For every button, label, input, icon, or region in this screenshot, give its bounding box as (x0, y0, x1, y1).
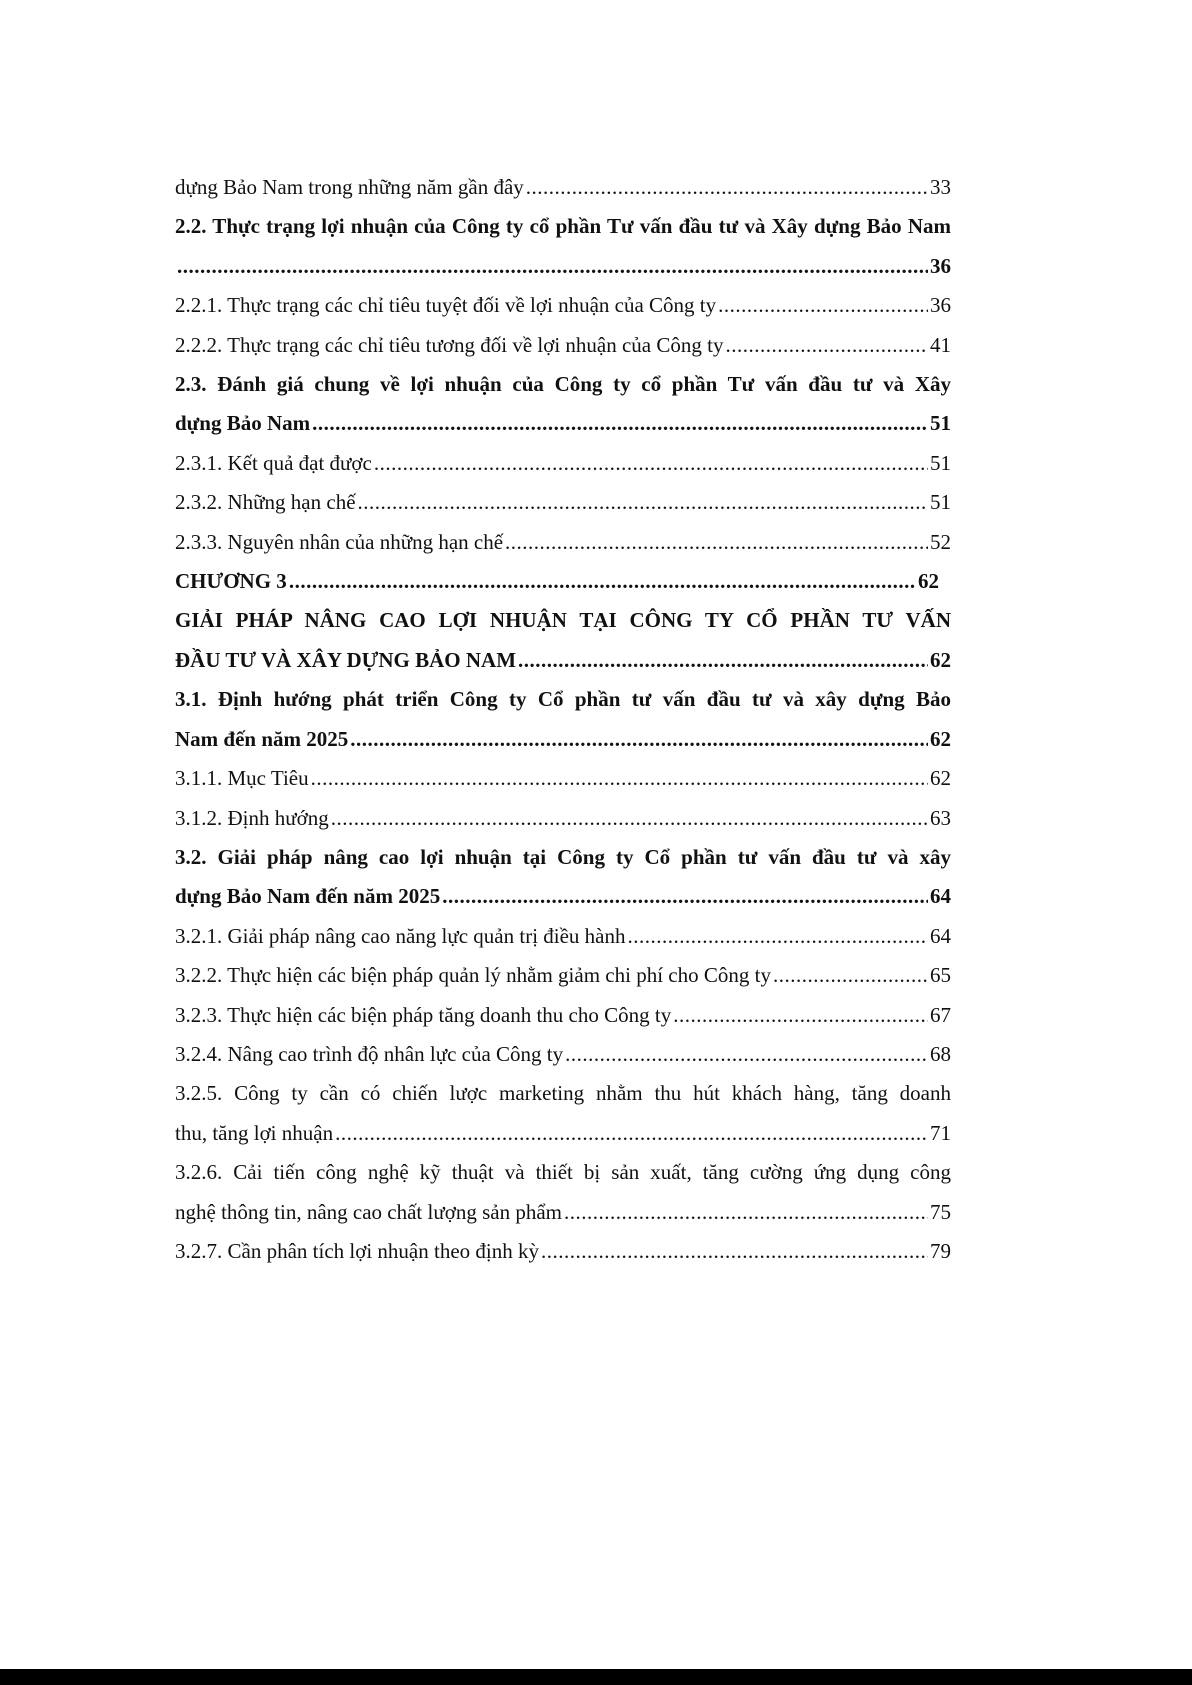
toc-entry-title-line: 3.1. Định hướng phát triển Công ty Cổ phần tư vấn đầu tư và xây dựng Bảo (175, 687, 951, 712)
table-of-contents (175, 168, 951, 1271)
toc-entry-line (175, 1193, 951, 1232)
toc-entry (175, 326, 951, 365)
toc-entry-title: nghệ thông tin, nâng cao chất lượng sản phẩm (175, 1199, 562, 1224)
toc-entry (175, 601, 951, 680)
toc-entry-line (175, 641, 951, 680)
dot-leader (773, 956, 928, 995)
toc-entry-title: 3.2.4. Nâng cao trình độ nhân lực của Công ty (175, 1041, 564, 1066)
toc-entry-title: ĐẦU TƯ VÀ XÂY DỰNG BẢO NAM (175, 647, 517, 672)
toc-entry (175, 1232, 951, 1271)
toc-entry-line (175, 404, 951, 443)
toc-entry-line (175, 1114, 951, 1153)
dot-leader (505, 523, 928, 562)
toc-entry-line (175, 917, 951, 956)
toc-entry-line (175, 877, 951, 916)
toc-entry (175, 956, 951, 995)
toc-entry-title: 3.2.3. Thực hiện các biện pháp tăng doanh thu cho Công ty (175, 1002, 672, 1027)
toc-page-number: 52 (930, 529, 951, 554)
toc-entry-title: 2.3.3. Nguyên nhân của những hạn chế (175, 529, 504, 554)
dot-leader (673, 996, 928, 1035)
toc-page-number: 67 (930, 1002, 951, 1027)
dot-leader (628, 917, 928, 956)
toc-entry-line (175, 956, 951, 995)
dot-leader (350, 720, 928, 759)
toc-entry-line (175, 799, 951, 838)
toc-page-number: 62 (930, 647, 951, 672)
toc-entry (175, 996, 951, 1035)
toc-entry-title: thu, tăng lợi nhuận (175, 1120, 334, 1145)
dot-leader (442, 877, 928, 916)
toc-entry-title-line: 2.3. Đánh giá chung về lợi nhuận của Công ty cổ phần Tư vấn đầu tư và Xây (175, 372, 951, 397)
toc-entry-line (175, 286, 951, 325)
dot-leader (565, 1035, 928, 1074)
toc-entry-title: 2.3.2. Những hạn chế (175, 490, 356, 515)
toc-entry-line (175, 1232, 951, 1271)
toc-entry (175, 168, 951, 207)
toc-page-number: 68 (930, 1041, 951, 1066)
toc-entry-title: 2.2.2. Thực trạng các chỉ tiêu tương đối về lợi nhuận của Công ty (175, 332, 724, 357)
toc-page-number: 75 (930, 1199, 951, 1224)
toc-entry-line (175, 562, 939, 601)
dot-leader (177, 247, 928, 286)
dot-leader (518, 641, 928, 680)
toc-page-number: 36 (930, 253, 951, 278)
dot-leader (289, 562, 916, 601)
toc-page-number: 62 (918, 569, 939, 594)
toc-entry-line (175, 168, 951, 207)
toc-entry (175, 562, 951, 601)
toc-entry (175, 759, 951, 798)
toc-entry-title-line: 3.2.5. Công ty cần có chiến lược marketing nhằm thu hút khách hàng, tăng doanh (175, 1081, 951, 1106)
toc-entry-title: CHƯƠNG 3 (175, 569, 287, 594)
toc-entry (175, 1035, 951, 1074)
toc-entry-title: dựng Bảo Nam (175, 411, 311, 436)
dot-leader (564, 1193, 928, 1232)
toc-entry-line (175, 759, 951, 798)
toc-entry-line (175, 247, 951, 286)
toc-entry-line (175, 1035, 951, 1074)
toc-entry (175, 483, 951, 522)
toc-entry-title: 3.2.2. Thực hiện các biện pháp quản lý nhằm giảm chi phí cho Công ty (175, 963, 771, 988)
dot-leader (718, 286, 928, 325)
dot-leader (526, 168, 928, 207)
dot-leader (331, 799, 928, 838)
toc-entry-line (175, 720, 951, 759)
toc-page-number: 41 (930, 332, 951, 357)
toc-entry (175, 365, 951, 444)
toc-page-number: 51 (930, 490, 951, 515)
toc-page-number: 64 (930, 923, 951, 948)
toc-entry-line (175, 996, 951, 1035)
toc-entry-line (175, 326, 951, 365)
toc-entry-title: 3.2.7. Cần phân tích lợi nhuận theo định kỳ (175, 1238, 539, 1263)
toc-page-number: 62 (930, 726, 951, 751)
toc-page-number: 79 (930, 1238, 951, 1263)
toc-entry-title: 3.1.2. Định hướng (175, 805, 329, 830)
toc-entry-title: 2.3.1. Kết quả đạt được (175, 450, 372, 475)
toc-page-number: 36 (930, 293, 951, 318)
toc-entry (175, 917, 951, 956)
toc-entry (175, 1153, 951, 1232)
toc-entry-title-line: 2.2. Thực trạng lợi nhuận của Công ty cổ phần Tư vấn đầu tư và Xây dựng Bảo Nam (175, 214, 951, 239)
toc-entry-title: 3.2.1. Giải pháp nâng cao năng lực quản trị điều hành (175, 923, 626, 948)
toc-page-number: 64 (930, 884, 951, 909)
toc-entry-title: dựng Bảo Nam đến năm 2025 (175, 884, 441, 909)
toc-entry (175, 444, 951, 483)
toc-entry (175, 1074, 951, 1153)
toc-page-number: 65 (930, 963, 951, 988)
toc-page-number: 62 (930, 766, 951, 791)
toc-page-number: 63 (930, 805, 951, 830)
toc-entry (175, 680, 951, 759)
dot-leader (374, 444, 928, 483)
toc-entry-title-line: GIẢI PHÁP NÂNG CAO LỢI NHUẬN TẠI CÔNG TY CỔ PHẦN TƯ VẤN (175, 608, 951, 633)
toc-entry (175, 523, 951, 562)
toc-page-number: 51 (930, 411, 951, 436)
toc-entry (175, 838, 951, 917)
toc-entry-line (175, 444, 951, 483)
toc-entry-line (175, 523, 951, 562)
toc-entry (175, 207, 951, 286)
toc-entry-title-line: 3.2.6. Cải tiến công nghệ kỹ thuật và thiết bị sản xuất, tăng cường ứng dụng công (175, 1160, 951, 1185)
toc-entry (175, 799, 951, 838)
toc-entry-title: Nam đến năm 2025 (175, 726, 349, 751)
toc-page-number: 71 (930, 1120, 951, 1145)
dot-leader (358, 483, 928, 522)
dot-leader (541, 1232, 928, 1271)
dot-leader (725, 326, 928, 365)
page-bottom-edge (0, 1669, 1192, 1685)
toc-entry-title: 2.2.1. Thực trạng các chỉ tiêu tuyệt đối về lợi nhuận của Công ty (175, 293, 717, 318)
toc-entry-line (175, 483, 951, 522)
toc-entry-title: 3.1.1. Mục Tiêu (175, 766, 309, 791)
toc-page-number: 51 (930, 450, 951, 475)
toc-entry-title-line: 3.2. Giải pháp nâng cao lợi nhuận tại Công ty Cổ phần tư vấn đầu tư và xây (175, 844, 951, 869)
toc-page-number: 33 (930, 175, 951, 199)
toc-entry-title: dựng Bảo Nam trong những năm gần đây (175, 175, 524, 199)
toc-entry (175, 286, 951, 325)
dot-leader (335, 1114, 928, 1153)
dot-leader (311, 759, 928, 798)
dot-leader (312, 404, 928, 443)
